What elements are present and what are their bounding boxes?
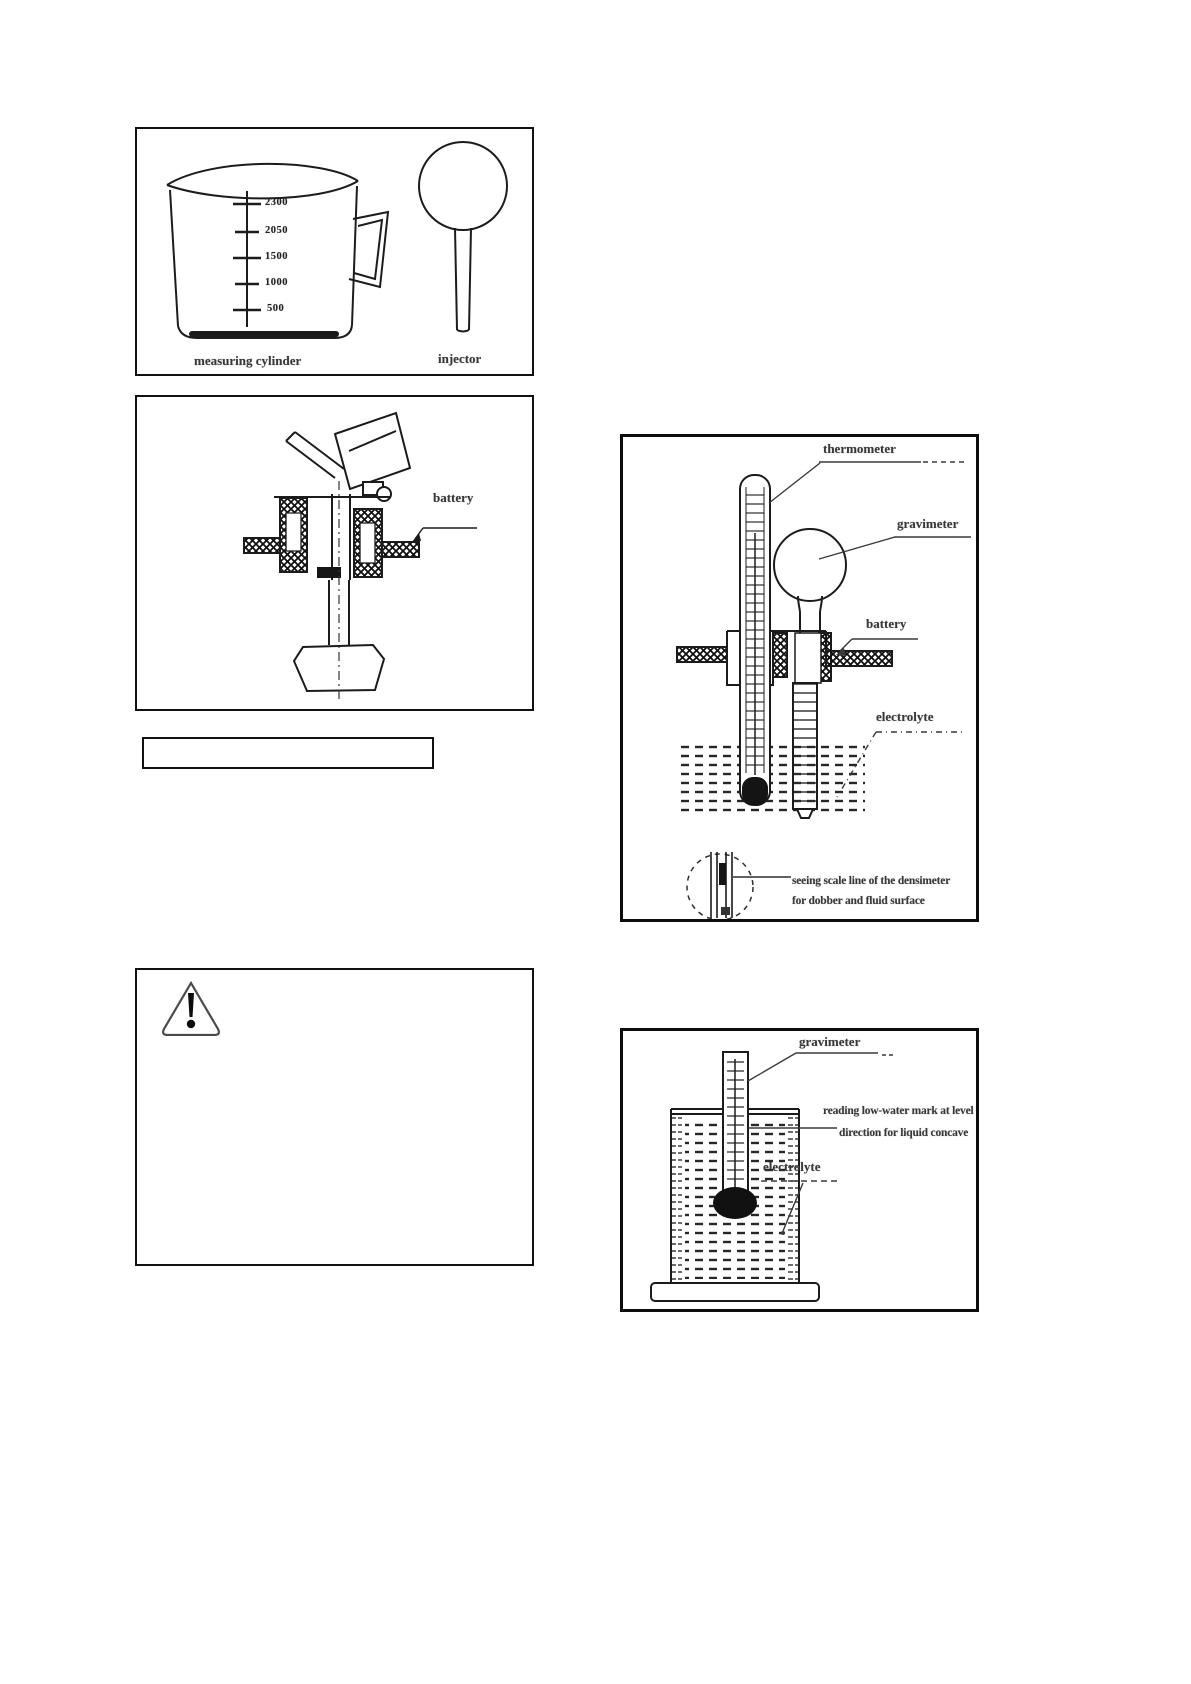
warning-icon xyxy=(159,978,223,1036)
figure-battery-box xyxy=(135,395,534,711)
thermometer-bulb xyxy=(742,777,768,805)
measuring-cylinder-label: measuring cylinder xyxy=(194,353,302,368)
injector-in-cap xyxy=(286,413,410,501)
detail-caption-line1: seeing scale line of the densimeter xyxy=(792,875,951,887)
warning-box xyxy=(135,968,534,1266)
battery-leader-line xyxy=(412,528,477,542)
injector-label: injector xyxy=(438,351,482,366)
reading-note-line2: direction for liquid concave xyxy=(839,1127,969,1139)
gravimeter-float xyxy=(713,1187,757,1219)
density-drawing xyxy=(623,437,976,919)
battery-terminal-left xyxy=(244,538,280,553)
injector-drawing xyxy=(419,142,507,332)
scale-value: 2300 xyxy=(265,197,288,208)
thermometer-label: thermometer xyxy=(823,441,896,456)
scale-detail-circle xyxy=(687,852,791,919)
scale-value: 1000 xyxy=(265,277,288,288)
figure-reading-box xyxy=(620,1028,979,1312)
reading-note-line1: reading low-water mark at level xyxy=(823,1105,974,1117)
electrolyte-texture xyxy=(681,743,865,817)
scale-value: 2050 xyxy=(265,225,288,236)
battery-terminal-right xyxy=(382,542,419,557)
electrolyte-label: electrolyte xyxy=(876,709,934,724)
scale-value: 1500 xyxy=(265,251,288,262)
scale-value: 500 xyxy=(267,303,285,314)
gravimeter-label: gravimeter xyxy=(799,1034,861,1049)
empty-caption-box xyxy=(142,737,434,769)
electrolyte-label: electrolyte xyxy=(763,1159,821,1174)
thermometer-drawing xyxy=(740,475,770,805)
battery-section-drawing xyxy=(137,397,532,709)
battery-label: battery xyxy=(866,616,907,631)
figure-density-box xyxy=(620,434,979,922)
tools-drawing xyxy=(137,129,532,374)
gravimeter-label: gravimeter xyxy=(897,516,959,531)
detail-caption-line2: for dobber and fluid surface xyxy=(792,895,925,907)
battery-label: battery xyxy=(433,490,474,505)
figure-tools-box xyxy=(135,127,534,376)
battery-cap-body xyxy=(244,494,419,580)
container-base xyxy=(651,1283,819,1301)
